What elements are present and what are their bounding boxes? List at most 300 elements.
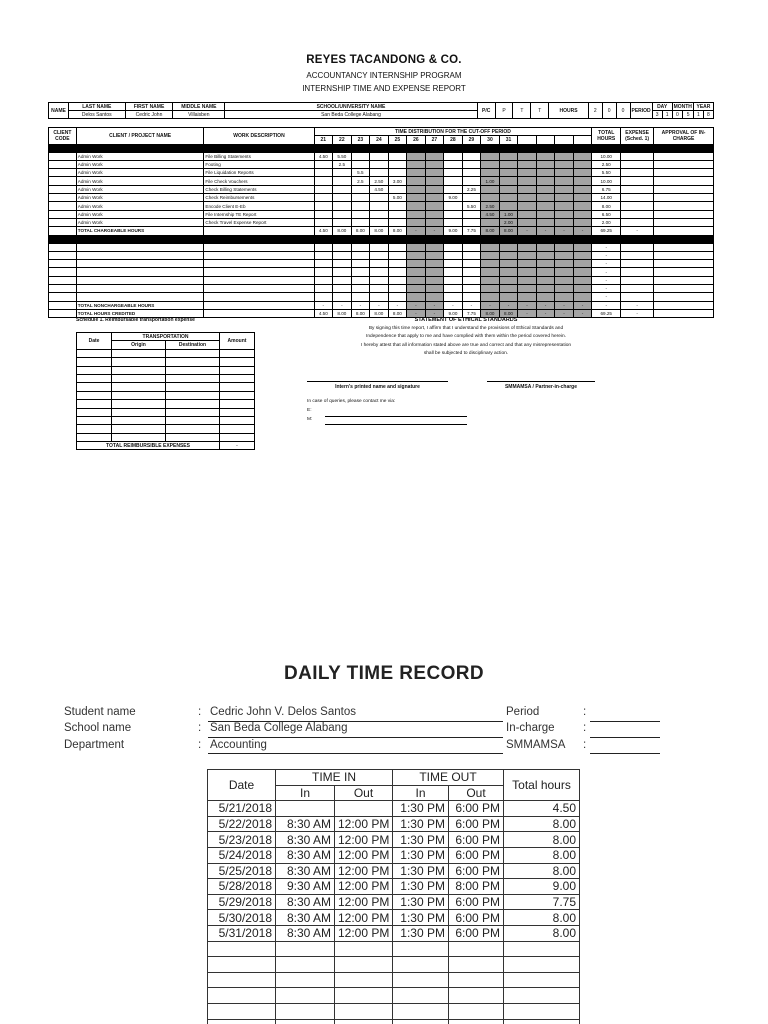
dtr-out2-cell: 6:00 PM xyxy=(449,910,504,926)
day-hours-cell: 8.00 xyxy=(370,309,389,317)
day-hours-cell xyxy=(462,177,481,185)
schedule-cell xyxy=(112,383,166,391)
ethics-line: Independence that apply to me and have complied with them within the period covered herein. xyxy=(366,334,566,340)
work-description-cell: Check Billing Statements xyxy=(204,185,314,193)
expense-cell xyxy=(621,210,654,218)
nonchargeable-row xyxy=(49,268,714,276)
day-hours-cell xyxy=(370,152,389,160)
student-name-value: Cedric John V. Delos Santos xyxy=(210,706,356,718)
day-hours-cell xyxy=(481,152,500,160)
schedule-cell xyxy=(77,366,112,374)
day-hours-cell xyxy=(407,194,426,202)
schedule-cell xyxy=(77,408,112,416)
day-header xyxy=(573,136,592,144)
expense-cell xyxy=(621,185,654,193)
client-name-cell: Admin Work xyxy=(76,169,204,177)
hours-digit: 0 xyxy=(602,103,616,119)
dtr-out1-cell: 12:00 PM xyxy=(335,816,393,832)
divider-cell xyxy=(621,144,654,152)
day-hours-cell xyxy=(499,293,518,301)
divider-cell xyxy=(444,235,463,243)
dtr-in1-cell: 8:30 AM xyxy=(276,925,335,941)
day-hours-cell xyxy=(499,251,518,259)
dtr-in1-cell: 8:30 AM xyxy=(276,863,335,879)
time-distribution-header: TIME DISTRIBUTION FOR THE CUT-OFF PERIOD xyxy=(314,128,592,136)
day-hours-cell: 8.00 xyxy=(481,309,500,317)
dtr-empty-cell xyxy=(208,957,276,973)
day-hours-cell: - xyxy=(536,309,555,317)
table-row xyxy=(49,194,714,202)
approval-cell xyxy=(654,268,714,276)
schedule-cell xyxy=(166,433,220,441)
year-digit: 1 xyxy=(693,111,703,119)
day-hours-cell: 2.5 xyxy=(351,177,370,185)
day-hours-cell xyxy=(536,152,555,160)
colon: : xyxy=(583,722,587,734)
mobile-line xyxy=(325,424,467,425)
department-underline xyxy=(208,753,503,754)
day-hours-cell xyxy=(555,169,574,177)
day-hours-cell xyxy=(462,243,481,251)
dtr-date-cell: 5/25/2018 xyxy=(208,863,276,879)
day-hours-cell xyxy=(444,285,463,293)
day-hours-cell xyxy=(444,185,463,193)
dtr-empty-cell xyxy=(449,1003,504,1019)
schedule-row xyxy=(77,408,255,416)
day-hours-cell xyxy=(518,268,537,276)
divider-cell xyxy=(314,144,333,152)
colon: : xyxy=(198,739,202,751)
dtr-empty-cell xyxy=(208,988,276,1004)
dtr-row xyxy=(208,910,580,926)
day-hours-cell: 9.00 xyxy=(444,194,463,202)
schedule-cell xyxy=(166,366,220,374)
dtr-in1-cell xyxy=(276,801,335,817)
divider-cell xyxy=(333,235,352,243)
period-label: PERIOD xyxy=(630,103,652,119)
dtr-empty-row xyxy=(208,1003,580,1019)
day-hours-cell xyxy=(388,293,407,301)
approval-cell xyxy=(654,243,714,251)
day-header xyxy=(518,136,537,144)
divider-cell xyxy=(555,144,574,152)
day-hours-cell: 8.00 xyxy=(388,309,407,317)
expense-cell xyxy=(621,268,654,276)
approval-cell xyxy=(654,160,714,168)
nonchargeable-row xyxy=(49,243,714,251)
day-hours-cell xyxy=(573,260,592,268)
day-hours-cell xyxy=(536,194,555,202)
work-description-cell xyxy=(204,285,314,293)
client-code-cell xyxy=(49,210,77,218)
email-label: E: xyxy=(307,408,312,413)
client-code-cell xyxy=(49,194,77,202)
client-name-cell: Admin Work xyxy=(76,177,204,185)
schedule-cell xyxy=(166,358,220,366)
day-hours-cell: - xyxy=(370,301,389,309)
schedule-cell xyxy=(166,383,220,391)
day-hours-cell: 1.00 xyxy=(499,210,518,218)
dtr-total-cell: 8.00 xyxy=(504,925,580,941)
row-total-cell: 10.00 xyxy=(592,152,621,160)
day-hours-cell xyxy=(536,185,555,193)
schedule-cell xyxy=(77,425,112,433)
client-code-cell xyxy=(49,152,77,160)
colon: : xyxy=(198,706,202,718)
day-hours-cell: - xyxy=(573,301,592,309)
day-hours-cell xyxy=(314,251,333,259)
day-hours-cell xyxy=(518,169,537,177)
day-hours-cell: - xyxy=(425,309,444,317)
dtr-empty-cell xyxy=(449,941,504,957)
dtr-empty-cell xyxy=(504,957,580,973)
t1-code: T xyxy=(513,103,531,119)
schedule-cell xyxy=(77,358,112,366)
dtr-in1-cell: 9:30 AM xyxy=(276,879,335,895)
email-line xyxy=(325,416,467,417)
divider-cell xyxy=(654,235,714,243)
dtr-out1-cell xyxy=(335,801,393,817)
day-hours-cell xyxy=(370,268,389,276)
day-hours-cell xyxy=(462,251,481,259)
dtr-out2-cell: 6:00 PM xyxy=(449,832,504,848)
day-hours-cell: 5.5 xyxy=(351,169,370,177)
table-row xyxy=(49,210,714,218)
table-row xyxy=(49,169,714,177)
ethics-line: By signing this time report, I affirm that I understand the provisions of Ethical Standards and xyxy=(368,326,564,331)
approval-cell xyxy=(654,185,714,193)
client-name-cell xyxy=(76,285,204,293)
time-distribution-table xyxy=(48,127,714,318)
day-hours-cell xyxy=(407,169,426,177)
day-hours-cell: 5.50 xyxy=(462,202,481,210)
year-label: YEAR xyxy=(693,103,713,111)
day-hours-cell xyxy=(425,160,444,168)
dtr-total-cell: 8.00 xyxy=(504,832,580,848)
expense-cell: - xyxy=(621,227,654,235)
day-hours-cell xyxy=(573,185,592,193)
day-hours-cell xyxy=(462,210,481,218)
work-description-cell: File Check Vouchers xyxy=(204,177,314,185)
work-description-cell xyxy=(204,276,314,284)
dtr-empty-cell xyxy=(393,972,449,988)
day-hours-cell xyxy=(518,194,537,202)
day-hours-cell xyxy=(351,293,370,301)
dtr-empty-row xyxy=(208,1019,580,1024)
day-hours-cell xyxy=(388,185,407,193)
day-hours-cell: - xyxy=(333,301,352,309)
incharge-label: In-charge xyxy=(506,722,555,734)
intern-signature-label: Intern's printed name and signature xyxy=(335,384,420,390)
day-hours-cell xyxy=(351,285,370,293)
expense-cell xyxy=(621,177,654,185)
day-hours-cell xyxy=(444,276,463,284)
dtr-date-cell: 5/24/2018 xyxy=(208,847,276,863)
day-hours-cell xyxy=(407,210,426,218)
day-hours-cell xyxy=(499,285,518,293)
dtr-empty-row xyxy=(208,972,580,988)
divider-cell xyxy=(654,144,714,152)
approval-cell xyxy=(654,218,714,226)
day-hours-cell: 8.00 xyxy=(499,309,518,317)
day-header: 28 xyxy=(444,136,463,144)
day-hours-cell xyxy=(499,194,518,202)
day-hours-cell xyxy=(333,177,352,185)
firm-name: REYES TACANDONG & CO. xyxy=(306,54,462,66)
t2-code: T xyxy=(531,103,549,119)
day-hours-cell xyxy=(481,293,500,301)
day-hours-cell xyxy=(333,202,352,210)
dtr-total-cell: 9.00 xyxy=(504,879,580,895)
day-hours-cell xyxy=(462,276,481,284)
day-hours-cell xyxy=(573,152,592,160)
day-hours-cell: - xyxy=(407,301,426,309)
divider-cell xyxy=(76,144,204,152)
day-hours-cell xyxy=(462,218,481,226)
day-hours-cell xyxy=(481,185,500,193)
dtr-empty-cell xyxy=(393,1019,449,1024)
schedule-total-label: TOTAL REIMBURSIBLE EXPENSES xyxy=(77,442,220,450)
divider-cell xyxy=(573,144,592,152)
dtr-out2-cell: 6:00 PM xyxy=(449,894,504,910)
ethics-statement xyxy=(330,325,602,359)
day-hours-cell xyxy=(370,202,389,210)
schedule-cell xyxy=(220,383,255,391)
client-name-cell: TOTAL NONCHARGEABLE HOURS xyxy=(76,301,204,309)
nonchargeable-row xyxy=(49,293,714,301)
dtr-out1-cell: 12:00 PM xyxy=(335,894,393,910)
school-value: San Beda College Alabang xyxy=(225,111,478,119)
day-hours-cell xyxy=(573,194,592,202)
day-hours-cell xyxy=(536,243,555,251)
day-hours-cell xyxy=(425,210,444,218)
first-name-label: FIRST NAME xyxy=(125,103,173,111)
approval-cell xyxy=(654,202,714,210)
approval-cell xyxy=(654,309,714,317)
day-hours-cell: 8.00 xyxy=(370,227,389,235)
day-hours-cell xyxy=(555,194,574,202)
dtr-empty-cell xyxy=(335,957,393,973)
dtr-in2-cell: 1:30 PM xyxy=(393,879,449,895)
client-name-cell: Admin Work xyxy=(76,210,204,218)
divider-cell xyxy=(573,235,592,243)
dtr-empty-cell xyxy=(504,1019,580,1024)
day-hours-cell xyxy=(388,160,407,168)
day-hours-cell xyxy=(425,276,444,284)
day-hours-cell xyxy=(388,202,407,210)
schedule-cell xyxy=(166,391,220,399)
day-hours-cell xyxy=(555,177,574,185)
day-hours-cell xyxy=(499,276,518,284)
day-hours-cell xyxy=(333,260,352,268)
day-hours-cell xyxy=(370,243,389,251)
client-name-cell: Admin Work xyxy=(76,185,204,193)
day-header: 22 xyxy=(333,136,352,144)
day-hours-cell: 2.50 xyxy=(481,202,500,210)
month-digit: 5 xyxy=(683,111,694,119)
day-hours-cell: - xyxy=(425,227,444,235)
day-hours-cell xyxy=(388,243,407,251)
divider-cell xyxy=(425,235,444,243)
day-hours-cell xyxy=(333,251,352,259)
table-row xyxy=(49,160,714,168)
day-hours-cell xyxy=(370,169,389,177)
dtr-empty-cell xyxy=(449,1019,504,1024)
day-hours-cell: 7.75 xyxy=(462,309,481,317)
day-hours-cell xyxy=(407,243,426,251)
client-code-header: CLIENT CODE xyxy=(49,128,77,145)
work-description-cell xyxy=(204,260,314,268)
table-row xyxy=(49,218,714,226)
day-hours-cell xyxy=(444,169,463,177)
day-digit: 3 xyxy=(652,111,662,119)
dtr-empty-cell xyxy=(504,988,580,1004)
day-hours-cell xyxy=(536,177,555,185)
work-description-cell: Check Reimbursements xyxy=(204,194,314,202)
day-hours-cell xyxy=(555,276,574,284)
day-label: DAY xyxy=(652,103,672,111)
divider-cell xyxy=(204,235,314,243)
day-hours-cell xyxy=(370,251,389,259)
schedule-cell xyxy=(112,391,166,399)
day-hours-cell xyxy=(573,210,592,218)
dtr-date-cell: 5/31/2018 xyxy=(208,925,276,941)
schedule-cell xyxy=(77,383,112,391)
day-hours-cell: 5.50 xyxy=(333,152,352,160)
day-hours-cell xyxy=(499,202,518,210)
schedule-cell xyxy=(220,366,255,374)
day-hours-cell: - xyxy=(536,301,555,309)
dtr-empty-cell xyxy=(276,941,335,957)
day-hours-cell xyxy=(499,160,518,168)
day-hours-cell: - xyxy=(518,301,537,309)
day-hours-cell xyxy=(333,285,352,293)
day-hours-cell xyxy=(462,293,481,301)
dtr-date-cell: 5/29/2018 xyxy=(208,894,276,910)
expense-cell xyxy=(621,152,654,160)
day-hours-cell xyxy=(499,169,518,177)
time-out-out-header: Out xyxy=(449,785,504,801)
dtr-empty-cell xyxy=(393,1003,449,1019)
day-hours-cell xyxy=(407,185,426,193)
day-hours-cell xyxy=(333,293,352,301)
day-hours-cell: 8.00 xyxy=(333,227,352,235)
ethics-line: I hereby attest that all information stated above are true and correct and that any misrepresentation xyxy=(360,342,572,348)
day-hours-cell xyxy=(536,268,555,276)
work-description-cell xyxy=(204,268,314,276)
dtr-out1-cell: 12:00 PM xyxy=(335,879,393,895)
day-header: 21 xyxy=(314,136,333,144)
schedule-cell xyxy=(77,349,112,357)
day-hours-cell xyxy=(333,243,352,251)
day-hours-cell xyxy=(444,160,463,168)
day-hours-cell xyxy=(481,268,500,276)
day-hours-cell xyxy=(425,251,444,259)
row-total-cell: 2.00 xyxy=(592,218,621,226)
day-hours-cell xyxy=(499,260,518,268)
colon: : xyxy=(583,739,587,751)
incharge-underline xyxy=(590,737,660,738)
dtr-row xyxy=(208,925,580,941)
day-hours-cell: 8.00 xyxy=(499,227,518,235)
dtr-empty-cell xyxy=(208,941,276,957)
day-hours-cell: 8.00 xyxy=(351,309,370,317)
dtr-out1-cell: 12:00 PM xyxy=(335,832,393,848)
dtr-out2-cell: 6:00 PM xyxy=(449,925,504,941)
day-header: 27 xyxy=(425,136,444,144)
dtr-empty-cell xyxy=(276,957,335,973)
schedule-cell xyxy=(166,400,220,408)
dtr-in1-cell: 8:30 AM xyxy=(276,894,335,910)
schedule-row xyxy=(77,416,255,424)
day-hours-cell xyxy=(499,268,518,276)
day-hours-cell xyxy=(536,202,555,210)
daily-time-record-table xyxy=(207,769,580,1024)
dtr-empty-cell xyxy=(449,972,504,988)
schedule-cell xyxy=(77,400,112,408)
schedule-cell xyxy=(220,358,255,366)
day-hours-cell: 4.50 xyxy=(314,227,333,235)
day-header: 25 xyxy=(388,136,407,144)
dtr-empty-cell xyxy=(335,941,393,957)
day-hours-cell xyxy=(351,276,370,284)
day-hours-cell xyxy=(555,260,574,268)
day-hours-cell xyxy=(333,218,352,226)
pc-label: P/C xyxy=(477,103,495,119)
table-row xyxy=(49,152,714,160)
dtr-row xyxy=(208,801,580,817)
day-digit: 1 xyxy=(662,111,672,119)
schedule-cell xyxy=(220,416,255,424)
transportation-header: TRANSPORTATION xyxy=(112,333,220,341)
client-name-cell xyxy=(76,293,204,301)
day-hours-cell xyxy=(333,276,352,284)
dtr-empty-cell xyxy=(504,1003,580,1019)
day-hours-cell xyxy=(351,210,370,218)
day-hours-cell xyxy=(407,251,426,259)
colon: : xyxy=(198,722,202,734)
row-total-cell: - xyxy=(592,243,621,251)
dtr-in1-cell: 8:30 AM xyxy=(276,847,335,863)
colon: : xyxy=(583,706,587,718)
day-hours-cell xyxy=(314,268,333,276)
expense-cell xyxy=(621,260,654,268)
day-hours-cell: - xyxy=(407,309,426,317)
day-hours-cell xyxy=(425,243,444,251)
dtr-out2-cell: 6:00 PM xyxy=(449,816,504,832)
dtr-row xyxy=(208,816,580,832)
time-in-header: TIME IN xyxy=(276,770,393,786)
day-hours-cell xyxy=(555,202,574,210)
smmamsa-label: SMMAMSA xyxy=(506,739,566,751)
day-hours-cell xyxy=(351,160,370,168)
day-hours-cell xyxy=(573,218,592,226)
schedule-cell xyxy=(112,425,166,433)
school-label: SCHOOL/UNIVERSITY NAME xyxy=(225,103,478,111)
day-hours-cell xyxy=(351,218,370,226)
day-hours-cell xyxy=(388,152,407,160)
day-header: 30 xyxy=(481,136,500,144)
day-hours-cell xyxy=(444,177,463,185)
client-name-cell: Admin Work xyxy=(76,202,204,210)
partner-signature-line xyxy=(487,381,595,382)
client-code-cell xyxy=(49,218,77,226)
dtr-in2-cell: 1:30 PM xyxy=(393,832,449,848)
divider-cell xyxy=(351,144,370,152)
day-hours-cell: - xyxy=(536,227,555,235)
day-hours-cell xyxy=(370,210,389,218)
day-hours-cell: - xyxy=(555,227,574,235)
